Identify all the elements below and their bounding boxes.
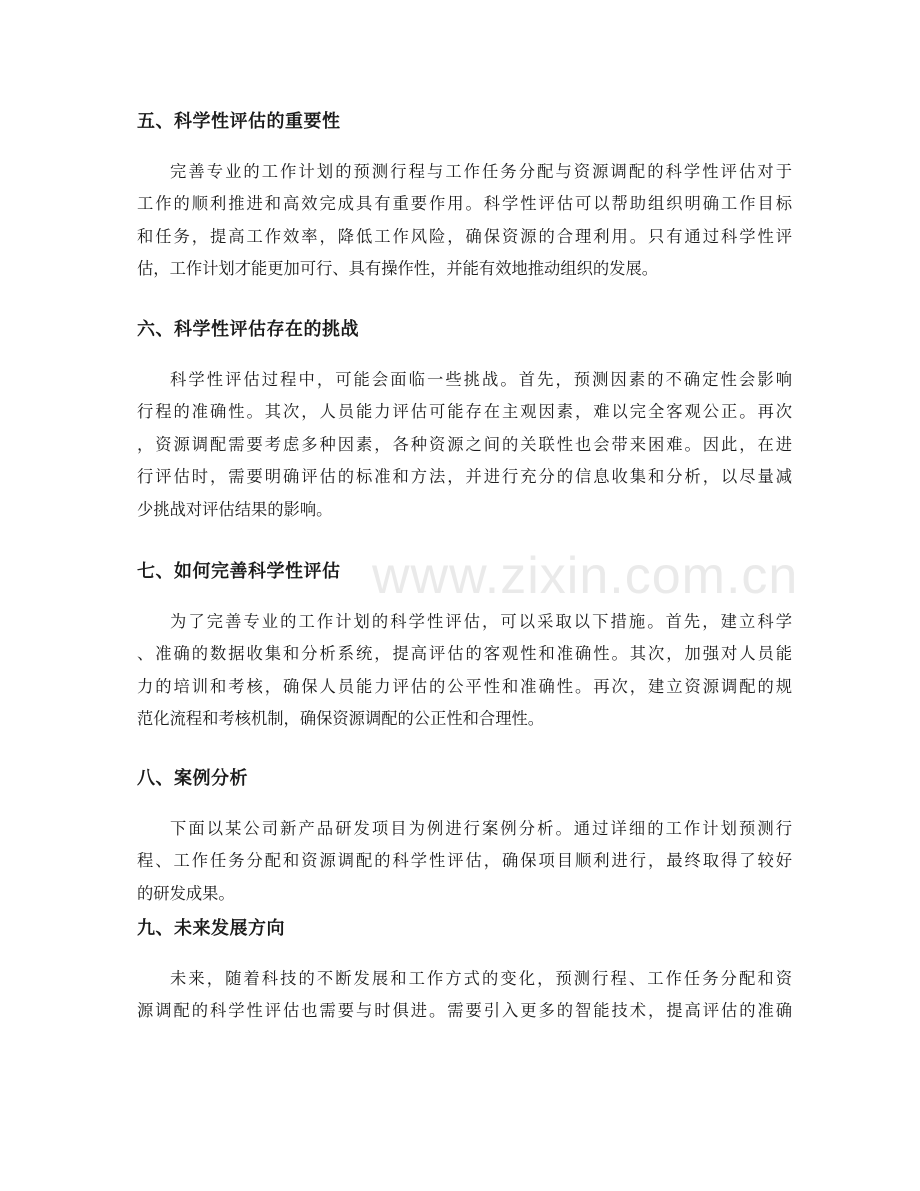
section-paragraph-9 — [137, 963, 792, 1028]
paragraph-line: 源调配的科学性评估也需要与时俱进。需要引入更多的智能技术，提高评估的准确 — [137, 1001, 792, 1021]
section-paragraph-7 — [137, 606, 792, 736]
paragraph-line: 工作的顺利推进和高效完成具有重要作用。科学性评估可以帮助组织明确工作目标 — [137, 194, 792, 214]
paragraph-line: 范化流程和考核机制，确保资源调配的公正性和合理性。 — [137, 709, 545, 729]
paragraph-line: 程、工作任务分配和资源调配的科学性评估，确保项目顺利进行，最终取得了较好 — [137, 851, 792, 871]
paragraph-line: 未来，随着科技的不断发展和工作方式的变化，预测行程、工作任务分配和资 — [170, 969, 792, 988]
paragraph-line: 少挑战对评估结果的影响。 — [137, 499, 333, 519]
section-heading-8: 八、案例分析 — [137, 768, 248, 789]
section-paragraph-6 — [137, 364, 792, 526]
section-heading-7: 七、如何完善科学性评估 — [137, 561, 341, 582]
paragraph-line: 为了完善专业的工作计划的科学性评估，可以采取以下措施。首先，建立科学 — [170, 612, 792, 631]
paragraph-line: 下面以某公司新产品研发项目为例进行案例分析。通过详细的工作计划预测行 — [170, 819, 792, 838]
section-paragraph-5 — [137, 156, 792, 286]
section-paragraph-8 — [137, 813, 792, 910]
paragraph-line: 力的培训和考核，确保人员能力评估的公平性和准确性。再次，建立资源调配的规 — [137, 676, 792, 696]
section-heading-9: 九、未来发展方向 — [137, 918, 285, 939]
watermark: www.zixin.com.cn — [372, 547, 799, 605]
paragraph-line: 科学性评估过程中，可能会面临一些挑战。首先，预测因素的不确定性会影响 — [170, 370, 792, 389]
section-heading-5: 五、科学性评估的重要性 — [137, 111, 341, 132]
paragraph-line: ，资源调配需要考虑多种因素，各种资源之间的关联性也会带来困难。因此，在进 — [137, 434, 792, 454]
paragraph-line: 估，工作计划才能更加可行、具有操作性，并能有效地推动组织的发展。 — [137, 259, 659, 279]
paragraph-line: 行评估时，需要明确评估的标准和方法，并进行充分的信息收集和分析，以尽量减 — [137, 467, 792, 487]
paragraph-line: 的研发成果。 — [137, 883, 235, 903]
section-heading-6: 六、科学性评估存在的挑战 — [137, 319, 359, 340]
paragraph-line: 完善专业的工作计划的预测行程与工作任务分配与资源调配的科学性评估对于 — [170, 162, 792, 181]
paragraph-line: 行程的准确性。其次，人员能力评估可能存在主观因素，难以完全客观公正。再次 — [137, 402, 792, 422]
paragraph-line: 、准确的数据收集和分析系统，提高评估的客观性和准确性。其次，加强对人员能 — [137, 644, 792, 664]
paragraph-line: 和任务，提高工作效率，降低工作风险，确保资源的合理利用。只有通过科学性评 — [137, 226, 792, 246]
